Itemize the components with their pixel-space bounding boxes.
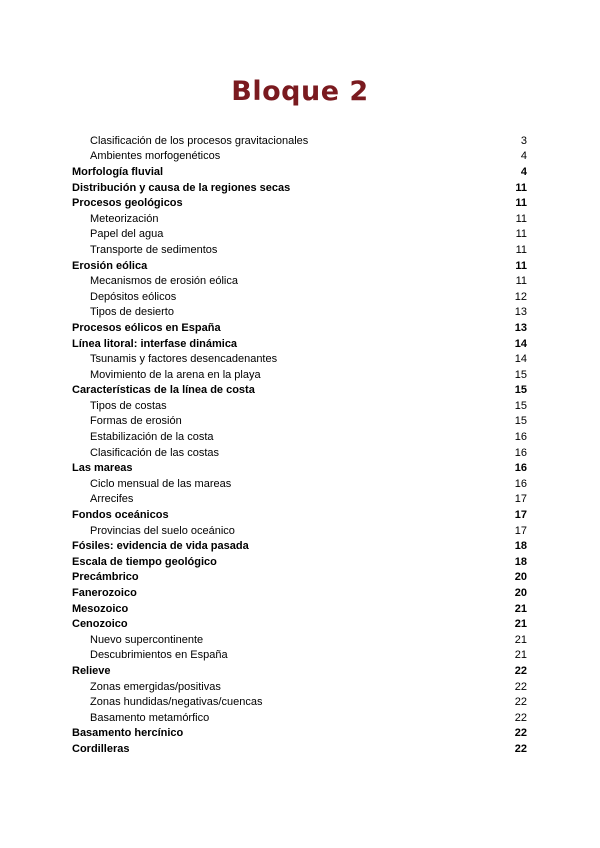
toc-subsection[interactable] — [72, 367, 527, 383]
toc-page-number: 15 — [514, 368, 527, 381]
toc-entry-label: Fanerozoico — [72, 587, 137, 600]
toc-section[interactable] — [72, 336, 527, 352]
toc-entry-label: Nuevo supercontinente — [90, 633, 204, 646]
toc-entry-label: Relieve — [72, 664, 111, 677]
toc-page-number: 11 — [515, 228, 527, 241]
toc-page-number: 17 — [514, 509, 527, 522]
toc-section[interactable] — [72, 554, 527, 570]
toc-entry-label: Zonas emergidas/positivas — [90, 680, 221, 693]
toc-entry-label: Cordilleras — [72, 742, 130, 755]
toc-page-number: 3 — [520, 134, 527, 147]
toc-entry-label: Cenozoico — [72, 618, 128, 631]
toc-section[interactable] — [72, 726, 527, 742]
toc-section[interactable] — [72, 585, 527, 601]
toc-section[interactable] — [72, 570, 527, 586]
toc-subsection[interactable] — [72, 648, 527, 664]
toc-subsection[interactable] — [72, 305, 527, 321]
toc-section[interactable] — [72, 601, 527, 617]
toc-page-number: 11 — [515, 259, 527, 272]
toc-page-number: 4 — [520, 150, 527, 163]
toc-page-number: 22 — [514, 742, 527, 755]
toc-page-number: 22 — [514, 664, 527, 677]
toc-page-number: 22 — [514, 696, 527, 709]
page-title: Bloque 2 — [231, 76, 369, 107]
toc-entry-label: Precámbrico — [72, 571, 139, 584]
toc-page-number: 22 — [514, 727, 527, 740]
toc-page-number: 20 — [514, 571, 527, 584]
toc-subsection[interactable] — [72, 414, 527, 430]
toc-page-number: 11 — [515, 212, 527, 225]
toc-subsection[interactable] — [72, 445, 527, 461]
toc-subsection[interactable] — [72, 429, 527, 445]
toc-entry-label: Mesozoico — [72, 602, 129, 615]
toc-page-number: 16 — [514, 446, 527, 459]
toc-entry-label: Transporte de sedimentos — [90, 243, 218, 256]
toc-page-number: 22 — [514, 680, 527, 693]
toc-section[interactable] — [72, 180, 527, 196]
toc-page-number: 18 — [514, 555, 527, 568]
toc-page-number: 4 — [520, 165, 527, 178]
toc-section[interactable] — [72, 195, 527, 211]
toc-entry-label: Basamento metamórfico — [90, 711, 210, 724]
toc-page-number: 14 — [514, 353, 527, 366]
toc-page-number: 15 — [514, 384, 527, 397]
toc-subsection[interactable] — [72, 351, 527, 367]
toc-section[interactable] — [72, 663, 527, 679]
toc-section[interactable] — [72, 507, 527, 523]
toc-subsection[interactable] — [72, 398, 527, 414]
toc-entry-label: Clasificación de las costas — [90, 446, 220, 459]
toc-entry-label: Depósitos eólicos — [90, 290, 177, 303]
toc-entry-label: Fósiles: evidencia de vida pasada — [72, 540, 249, 553]
toc-page-number: 14 — [514, 337, 527, 350]
toc-section[interactable] — [72, 538, 527, 554]
toc-entry-label: Distribución y causa de la regiones secas — [72, 181, 291, 194]
toc-entry-label: Tsunamis y factores desencadenantes — [90, 353, 278, 366]
toc-page-number: 11 — [515, 243, 527, 256]
toc-section[interactable] — [72, 320, 527, 336]
toc-page-number: 21 — [514, 633, 527, 646]
toc-page-number: 11 — [515, 275, 527, 288]
toc-entry-label: Procesos geológicos — [72, 197, 183, 210]
toc-entry-label: Tipos de desierto — [90, 306, 174, 319]
toc-subsection[interactable] — [72, 679, 527, 695]
toc-entry-label: Las mareas — [72, 462, 133, 475]
toc-subsection[interactable] — [72, 133, 527, 149]
toc-page-number: 20 — [514, 587, 527, 600]
toc-entry-label: Papel del agua — [90, 228, 164, 241]
toc-section[interactable] — [72, 616, 527, 632]
toc-subsection[interactable] — [72, 289, 527, 305]
toc-entry-label: Ambientes morfogenéticos — [90, 150, 221, 163]
toc-page-number: 17 — [514, 493, 527, 506]
toc-section[interactable] — [72, 164, 527, 180]
toc-subsection[interactable] — [72, 523, 527, 539]
toc-page-number: 21 — [514, 618, 527, 631]
toc-section[interactable] — [72, 383, 527, 399]
toc-entry-label: Tipos de costas — [90, 399, 167, 412]
toc-page-number: 17 — [514, 524, 527, 537]
toc-page-number: 16 — [514, 477, 527, 490]
toc-page-number: 15 — [514, 415, 527, 428]
toc-entry-label: Meteorización — [90, 212, 159, 225]
toc-subsection[interactable] — [72, 632, 527, 648]
toc-entry-label: Erosión eólica — [72, 259, 148, 272]
toc-page-number: 15 — [514, 399, 527, 412]
toc-entry-label: Escala de tiempo geológico — [72, 555, 217, 568]
toc-subsection[interactable] — [72, 149, 527, 165]
toc-page-number: 21 — [514, 649, 527, 662]
toc-page-number: 11 — [515, 197, 527, 210]
toc-entry-label: Zonas hundidas/negativas/cuencas — [90, 696, 263, 709]
toc-entry-label: Procesos eólicos en España — [72, 321, 221, 334]
table-of-contents — [72, 133, 527, 757]
toc-subsection[interactable] — [72, 273, 527, 289]
toc-entry-label: Basamento hercínico — [72, 727, 184, 740]
toc-section[interactable] — [72, 460, 527, 476]
toc-entry-label: Movimiento de la arena en la playa — [90, 368, 261, 381]
toc-subsection[interactable] — [72, 694, 527, 710]
toc-section[interactable] — [72, 258, 527, 274]
toc-entry-label: Línea litoral: interfase dinámica — [72, 337, 238, 350]
toc-entry-label: Estabilización de la costa — [90, 431, 214, 444]
toc-subsection[interactable] — [72, 211, 527, 227]
toc-page-number: 16 — [514, 462, 527, 475]
toc-page-number: 16 — [514, 431, 527, 444]
toc-page-number: 11 — [515, 181, 527, 194]
toc-subsection[interactable] — [72, 492, 527, 508]
toc-page-number: 22 — [514, 711, 527, 724]
toc-page-number: 13 — [514, 321, 527, 334]
toc-section[interactable] — [72, 741, 527, 757]
toc-entry-label: Ciclo mensual de las mareas — [90, 477, 232, 490]
toc-subsection[interactable] — [72, 227, 527, 243]
toc-page-number: 12 — [514, 290, 527, 303]
toc-entry-label: Características de la línea de costa — [72, 384, 255, 397]
toc-page-number: 21 — [514, 602, 527, 615]
toc-entry-label: Descubrimientos en España — [90, 649, 228, 662]
toc-page-number: 18 — [514, 540, 527, 553]
toc-entry-label: Clasificación de los procesos gravitacionales — [90, 134, 309, 147]
toc-subsection[interactable] — [72, 242, 527, 258]
toc-page-number: 13 — [514, 306, 527, 319]
toc-subsection[interactable] — [72, 476, 527, 492]
toc-entry-label: Formas de erosión — [90, 415, 182, 428]
toc-subsection[interactable] — [72, 710, 527, 726]
toc-entry-label: Arrecifes — [90, 493, 134, 506]
toc-entry-label: Mecanismos de erosión eólica — [90, 275, 238, 288]
toc-entry-label: Provincias del suelo oceánico — [90, 524, 235, 537]
toc-entry-label: Morfología fluvial — [72, 165, 164, 178]
toc-entry-label: Fondos oceánicos — [72, 509, 169, 522]
